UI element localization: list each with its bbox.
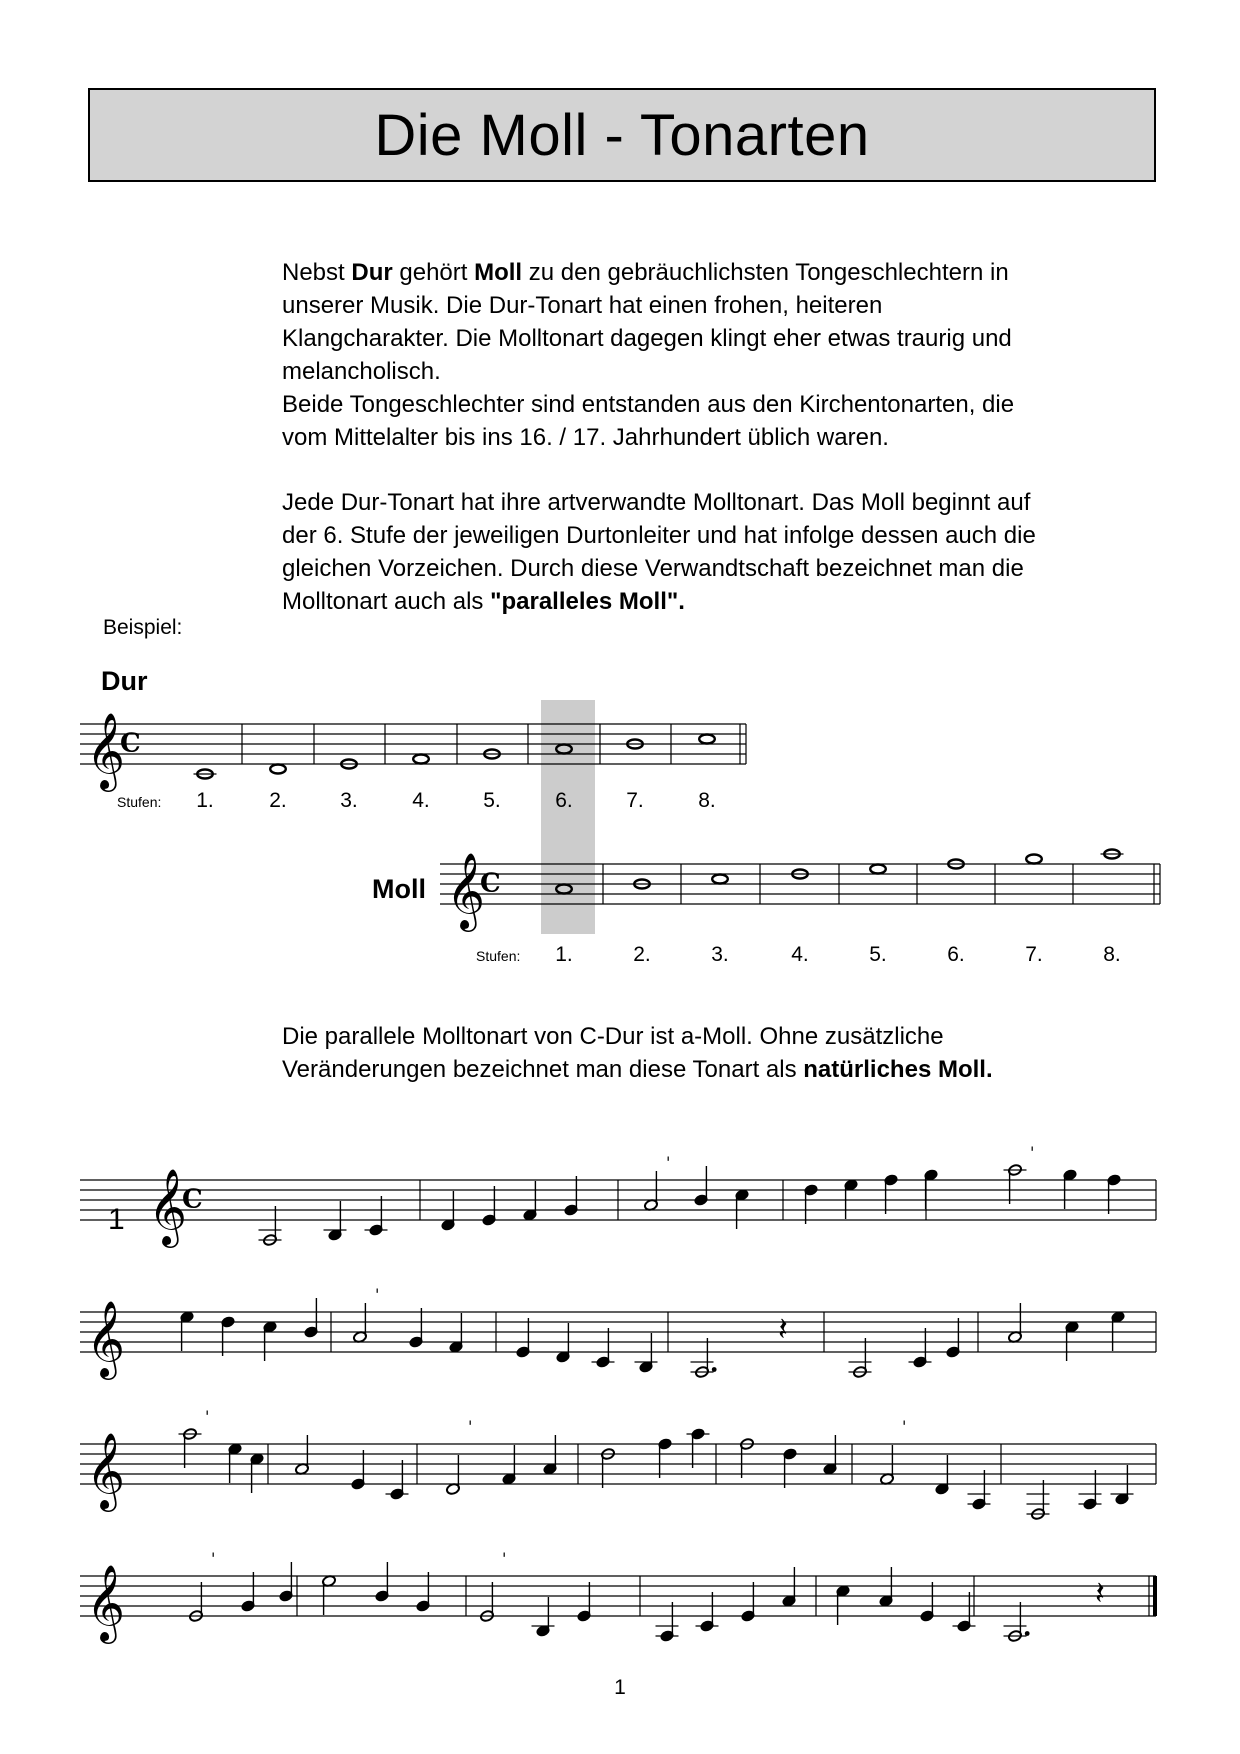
degree-number: 2. — [269, 789, 287, 812]
text-line: Beide Tongeschlechter sind entstanden aus den Kirchentonarten, die — [282, 391, 1015, 418]
degree-number: 2. — [633, 943, 651, 966]
text-line: Jede Dur-Tonart hat ihre artverwandte Molltonart. Das Moll beginnt auf — [282, 489, 1031, 516]
breath-mark-icon: ' — [211, 1549, 216, 1568]
treble-clef-icon: 𝄞 — [86, 1564, 126, 1641]
stufen-label: Stufen: — [476, 948, 521, 964]
text-line: vom Mittelalter bis ins 16. / 17. Jahrhundert üblich waren. — [282, 424, 889, 451]
treble-clef-icon: 𝄞 — [148, 1168, 188, 1245]
whole-note — [870, 865, 886, 874]
degree-number: 6. — [555, 789, 573, 812]
whole-note — [556, 745, 572, 754]
text-line: unserer Musik. Die Dur-Tonart hat einen frohen, heiteren — [282, 292, 883, 319]
breath-mark-icon: ' — [902, 1417, 907, 1436]
treble-clef-icon: 𝄞 — [86, 712, 126, 789]
intro-paragraph — [282, 256, 1162, 454]
page-title: Die Moll - Tonarten — [374, 102, 870, 168]
degree-number: 7. — [626, 789, 644, 812]
quarter-rest-icon: 𝄽 — [778, 1310, 788, 1348]
whole-note — [556, 885, 572, 894]
whole-note — [270, 765, 286, 774]
common-time-icon: C — [182, 1184, 203, 1215]
common-time-icon: C — [120, 728, 141, 759]
breath-mark-icon: ' — [502, 1549, 507, 1568]
example-label: Beispiel: — [103, 616, 183, 639]
degree-number: 3. — [340, 789, 358, 812]
degree-number: 5. — [483, 789, 501, 812]
degree-number: 3. — [711, 943, 729, 966]
breath-mark-icon: ' — [205, 1407, 210, 1426]
moll-scale-staff — [440, 830, 1170, 980]
dur-label: Dur — [101, 666, 148, 696]
stufen-label: Stufen: — [117, 794, 162, 810]
page-number: 1 — [614, 1676, 626, 1699]
title-box — [88, 88, 1156, 182]
breath-mark-icon: ' — [666, 1153, 671, 1172]
whole-note — [712, 875, 728, 884]
augmentation-dot — [1025, 1631, 1030, 1636]
natural-minor-paragraph — [282, 1020, 1162, 1086]
degree-number: 4. — [412, 789, 430, 812]
treble-clef-icon: 𝄞 — [86, 1432, 126, 1509]
whole-note — [699, 735, 715, 744]
breath-mark-icon: ' — [468, 1417, 473, 1436]
breath-mark-icon: ' — [1030, 1143, 1035, 1162]
degree-number: 7. — [1025, 943, 1043, 966]
dur-scale-staff — [80, 690, 780, 830]
degree-number: 8. — [1103, 943, 1121, 966]
treble-clef-icon: 𝄞 — [86, 1300, 126, 1377]
whole-note — [1026, 855, 1042, 864]
degree-number: 6. — [947, 943, 965, 966]
text-line: melancholisch. — [282, 358, 441, 385]
degree-number: 8. — [698, 789, 716, 812]
text-line: Die parallele Molltonart von C-Dur ist a-Moll. Ohne zusätzliche — [282, 1023, 944, 1050]
degree-number: 1. — [196, 789, 214, 812]
whole-note — [413, 755, 429, 764]
text-line: Nebst Dur gehört Moll zu den gebräuchlichsten Tongeschlechtern in — [282, 259, 1009, 286]
exercise-staves — [80, 1143, 1170, 1670]
common-time-icon: C — [480, 868, 501, 899]
text-line: Klangcharakter. Die Molltonart dagegen klingt eher etwas traurig und — [282, 325, 1012, 352]
moll-label: Moll — [372, 874, 426, 904]
text-line: gleichen Vorzeichen. Durch diese Verwandtschaft bezeichnet man die — [282, 555, 1024, 582]
quarter-rest-icon: 𝄽 — [1095, 1574, 1105, 1612]
breath-mark-icon: ' — [375, 1285, 380, 1304]
degree-number: 4. — [791, 943, 809, 966]
text-line: Molltonart auch als "paralleles Moll". — [282, 588, 685, 615]
text-line: Veränderungen bezeichnet man diese Tonart als natürliches Moll. — [282, 1056, 993, 1083]
text-line: der 6. Stufe der jeweiligen Durtonleiter und hat infolge dessen auch die — [282, 522, 1036, 549]
degree-number: 1. — [555, 943, 573, 966]
treble-clef-icon: 𝄞 — [446, 852, 486, 929]
exercise-number: 1 — [108, 1203, 125, 1236]
augmentation-dot — [712, 1367, 717, 1372]
degree-number: 5. — [869, 943, 887, 966]
parallel-paragraph — [282, 486, 1162, 618]
